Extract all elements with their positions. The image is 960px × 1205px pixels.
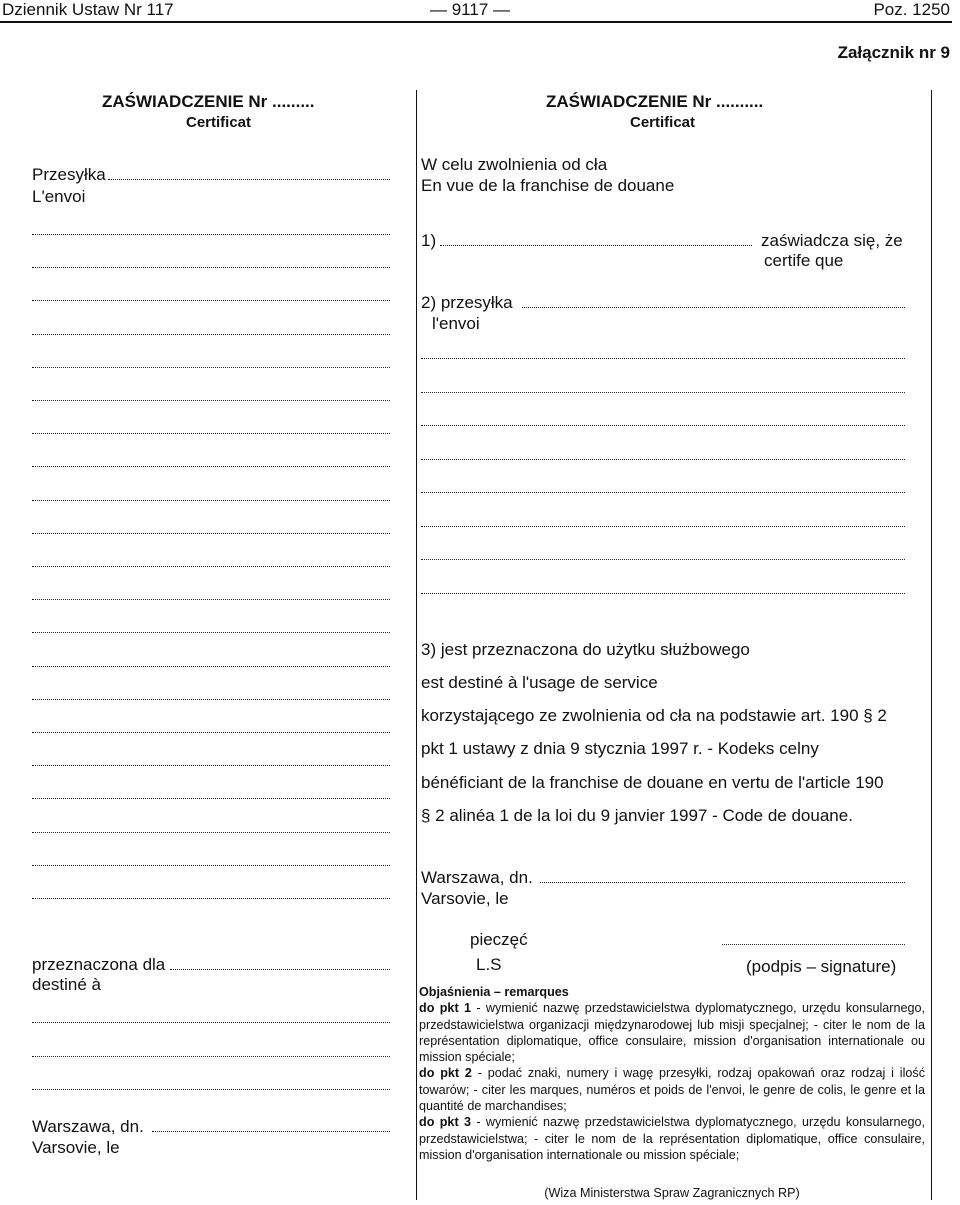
visa-footer: (Wiza Ministerstwa Spraw Zagranicznych RP) [544, 1186, 800, 1200]
item3-line: 3) jest przeznaczona do użytku służbowego [421, 640, 750, 659]
stub-blank-line[interactable] [32, 500, 390, 501]
stub-blank-line[interactable] [32, 300, 390, 301]
item3-line: est destiné à l'usage de service [421, 673, 658, 692]
stub-place-date-label: Warszawa, dn. [32, 1117, 144, 1136]
header-rule [0, 21, 952, 23]
stub-place-date-label-fr: Varsovie, le [32, 1138, 120, 1157]
stub-blank-line[interactable] [32, 632, 390, 633]
right-border-line [931, 90, 932, 1200]
stub-recipient-line[interactable] [32, 1089, 390, 1090]
item2-fr: l'envoi [432, 314, 480, 333]
stub-shipment-label-fr: L'envoi [32, 187, 86, 206]
stub-blank-line[interactable] [32, 865, 390, 866]
stub-blank-line[interactable] [32, 566, 390, 567]
certifier-name-field[interactable] [440, 245, 752, 246]
shipment-detail-line[interactable] [421, 425, 905, 426]
explanation-item-1-text: - wymienić nazwę przedstawicielstwa dyplomatycznego, urzędu konsularnego, przedstawicielstwa organizacji międzynarodowej lub misji specjalnej; - citer le nom de la représentation diplomatique, office consulaire, mission d'organisation internationale ou mission spéciale; [419, 1001, 925, 1065]
explanation-item-3 [419, 1114, 925, 1163]
position-number: Poz. 1250 [873, 0, 950, 19]
shipment-detail-line[interactable] [421, 459, 905, 460]
shipment-detail-line[interactable] [421, 559, 905, 560]
shipment-field[interactable] [522, 307, 905, 308]
stub-blank-line[interactable] [32, 666, 390, 667]
stub-blank-line[interactable] [32, 267, 390, 268]
shipment-detail-line[interactable] [421, 358, 905, 359]
stub-blank-line[interactable] [32, 367, 390, 368]
explanation-item-2-label: do pkt 2 [419, 1066, 472, 1081]
stub-recipient-label-fr: destiné à [32, 975, 101, 994]
annex-label: Załącznik nr 9 [837, 43, 950, 62]
stub-blank-line[interactable] [32, 599, 390, 600]
stub-shipment-label: Przesyłka [32, 165, 106, 184]
intro-fr: En vue de la franchise de douane [421, 176, 675, 195]
explanations [419, 984, 925, 1163]
signature-label: (podpis – signature) [746, 957, 897, 976]
explanation-item-1 [419, 1000, 925, 1065]
stub-blank-line[interactable] [32, 765, 390, 766]
stub-blank-line[interactable] [32, 898, 390, 899]
shipment-detail-line[interactable] [421, 526, 905, 527]
certificate-subtitle: Certificat [630, 114, 696, 131]
item1-pl: zaświadcza się, że [761, 231, 903, 250]
stamp-label-fr: L.S [476, 955, 502, 974]
stub-recipient-field[interactable] [170, 969, 390, 970]
item3-line: § 2 alinéa 1 de la loi du 9 janvier 1997 - Code de douane. [421, 806, 853, 825]
stub-blank-line[interactable] [32, 699, 390, 700]
stub-blank-line[interactable] [32, 433, 390, 434]
item1-fr: certife que [764, 251, 844, 270]
stub-blank-line[interactable] [32, 466, 390, 467]
journal-title: Dziennik Ustaw Nr 117 [2, 0, 174, 19]
item2-prefix: 2) przesyłka [421, 293, 513, 312]
stub-blank-line[interactable] [32, 334, 390, 335]
explanations-heading: Objaśnienia – remarques [419, 985, 569, 999]
explanation-item-2 [419, 1065, 925, 1114]
stub-blank-line[interactable] [32, 798, 390, 799]
stub-blank-line[interactable] [32, 832, 390, 833]
stub-title: ZAŚWIADCZENIE Nr ......... [102, 92, 315, 111]
stub-blank-line[interactable] [32, 732, 390, 733]
stub-date-field[interactable] [152, 1131, 390, 1132]
place-date-label-fr: Varsovie, le [421, 889, 509, 908]
explanation-item-2-text: - podać znaki, numery i wagę przesyłki, rodzaj opakowań oraz rodzaj i ilość towarów; - citer les marques, numéros et poids de l'envoi, le genre de colis, le genre et la quantité de marchandises; [419, 1066, 925, 1114]
certificate-title: ZAŚWIADCZENIE Nr .......... [546, 92, 764, 111]
stub-recipient-line[interactable] [32, 1056, 390, 1057]
shipment-detail-line[interactable] [421, 392, 905, 393]
item3-line: bénéficiant de la franchise de douane en vertu de l'article 190 [421, 773, 884, 792]
stub-recipient-line[interactable] [32, 1022, 390, 1023]
page-number: — 9117 — [430, 0, 511, 19]
stamp-label: pieczęć [470, 930, 528, 949]
item1-prefix: 1) [421, 231, 437, 250]
item3-line: pkt 1 ustawy z dnia 9 stycznia 1997 r. - Kodeks celny [421, 739, 819, 758]
shipment-detail-line[interactable] [421, 492, 905, 493]
signature-field[interactable] [722, 944, 905, 945]
shipment-detail-line[interactable] [421, 593, 905, 594]
explanation-item-1-label: do pkt 1 [419, 1001, 471, 1016]
date-field[interactable] [540, 882, 905, 883]
stub-blank-line[interactable] [32, 234, 390, 235]
item3-line: korzystającego ze zwolnienia od cła na podstawie art. 190 § 2 [421, 706, 887, 725]
stub-blank-line[interactable] [32, 400, 390, 401]
stub-blank-line[interactable] [32, 533, 390, 534]
stub-subtitle: Certificat [186, 114, 252, 131]
stub-shipment-field[interactable] [108, 179, 390, 180]
stub-recipient-label: przeznaczona dla [32, 955, 166, 974]
perforation-line [416, 90, 417, 1200]
intro-pl: W celu zwolnienia od cła [421, 155, 608, 174]
place-date-label: Warszawa, dn. [421, 868, 533, 887]
explanation-item-3-label: do pkt 3 [419, 1115, 471, 1130]
explanation-item-3-text: - wymienić nazwę przedstawicielstwa dyplomatycznego, urzędu konsularnego, przedstawicielstwa; - citer le nom de la représentation diplomatique, office consulaire, mission d'organisation internationale ou mission spéciale; [419, 1115, 925, 1162]
